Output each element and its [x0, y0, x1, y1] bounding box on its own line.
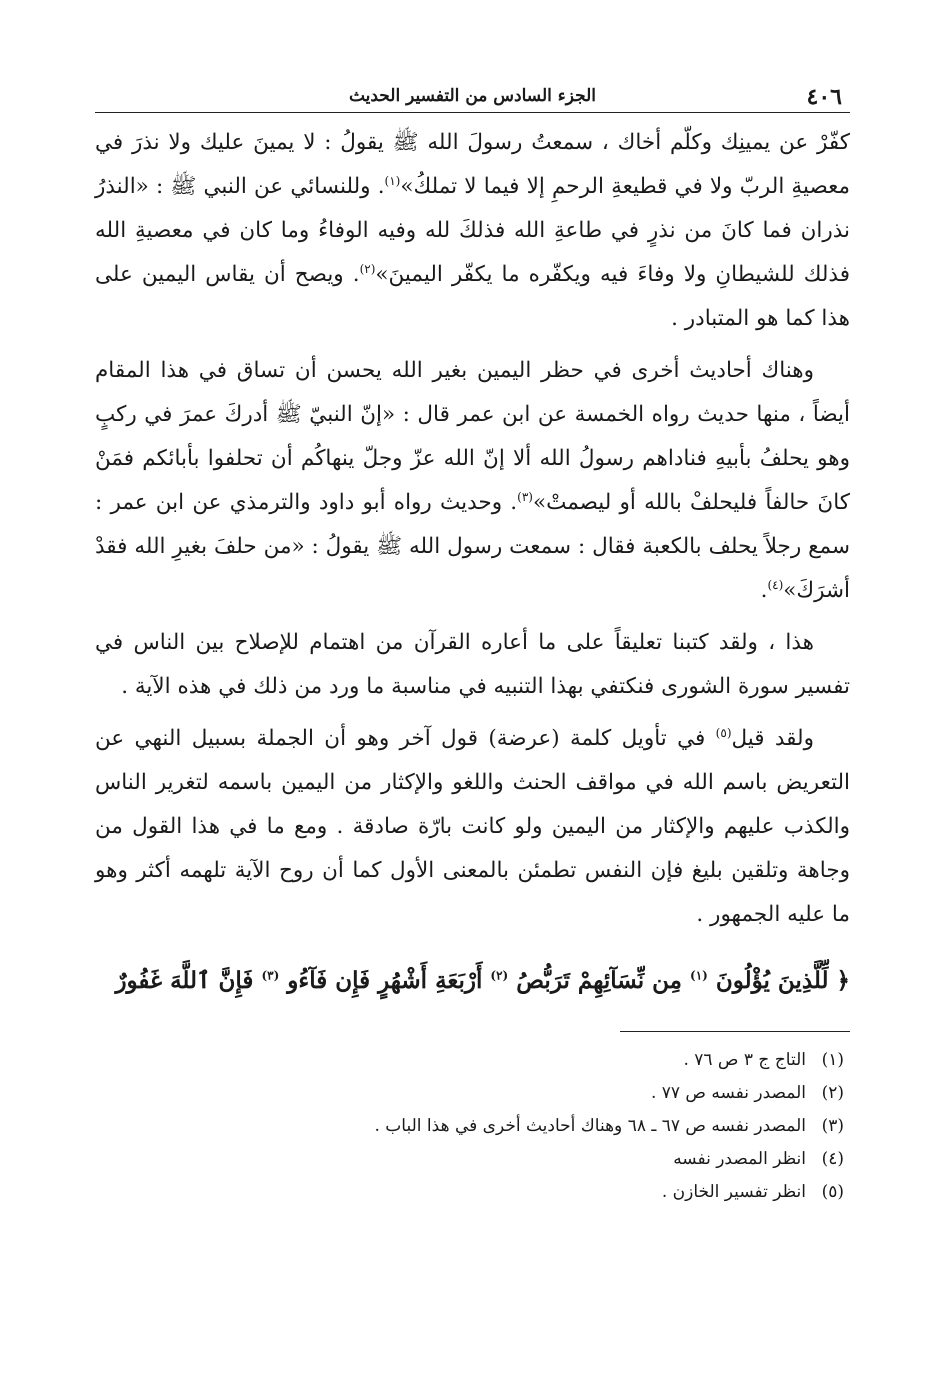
footnote-number: (٥): [821, 1182, 844, 1202]
footnote-text: التاج ج ٣ ص ٧٦ .: [683, 1050, 806, 1070]
text-run: أَرْبَعَةِ أَشْهُرٍ فَإِن فَآءُو: [279, 967, 491, 994]
footnote-ref: (١): [690, 968, 708, 983]
footnote-item: [95, 1176, 844, 1209]
footnote-item: [95, 1143, 844, 1176]
footnote-separator: [620, 1031, 850, 1032]
footnote-ref: (٣): [261, 968, 280, 983]
footnotes: [95, 1044, 844, 1209]
page-header: [95, 78, 850, 113]
footnote-ref: (٤): [767, 577, 784, 592]
footnote-ref: (١): [384, 173, 401, 188]
footnote-number: (٣): [821, 1116, 844, 1136]
footnote-ref: (٥): [715, 725, 732, 740]
page-number: ٤٠٦: [806, 84, 842, 110]
text-run: .: [760, 578, 768, 603]
footnote-number: (٢): [821, 1083, 844, 1103]
paragraph: [95, 349, 850, 613]
footnote-item: [95, 1110, 844, 1143]
text-run: . وحديث رواه أبو داود والترمذي عن ابن عمر : سمع رجلاً يحلف بالكعبة فقال : سمعت رسول الله ﷺ يقولُ : «من حلفَ بغيرِ الله فقدْ أشرَكَ»: [95, 490, 850, 603]
footnote-ref: (٣): [517, 489, 533, 504]
text-run: . وللنسائي عن النبي ﷺ : «النذرُ نذران فما كانَ من نذرٍ في طاعةِ الله فذلكَ لله وفيه الوفاءُ وما كان في معصيةِ الله فذلك للشيطانِ ولا وفاءَ فيه ويكفّره ما يكفّر اليمينَ»: [95, 174, 850, 287]
paragraph: [95, 621, 850, 709]
text-run: فَإِنَّ ٱللَّهَ غَفُورٌ: [115, 967, 262, 994]
footnote-text: انظر تفسير الخازن .: [661, 1182, 806, 1202]
book-page: [95, 78, 850, 1209]
text-run: ﴿ لِّلَّذِينَ يُؤْلُونَ: [707, 967, 850, 994]
footnote-ref: (٢): [359, 261, 376, 276]
running-title: الجزء السادس من التفسير الحديث: [348, 86, 597, 106]
text-run: في تأويل كلمة (عرضة) قول آخر وهو أن الجملة بسبيل النهي عن التعريض باسم الله في مواقف الحنث واللغو والإكثار من اليمين باسمه لتغرير الناس والكذب عليهم والإكثار من اليمين ولو كانت بارّة صادقة . ومع ما في هذا القول من وجاهة وتلقين بليغ فإن النفس تطمئن بالمعنى الأول كما أن روح الآية تلهمه أكثر وهو ما عليه الجمهور .: [95, 726, 850, 927]
paragraph: [95, 717, 850, 937]
paragraph: [95, 121, 850, 341]
footnote-text: المصدر نفسه ص ٧٧ .: [650, 1083, 806, 1103]
page-body: [95, 121, 850, 937]
footnote-ref: (٢): [490, 968, 509, 983]
footnote-number: (١): [821, 1050, 844, 1070]
footnote-item: [95, 1077, 844, 1110]
footnote-text: انظر المصدر نفسه: [673, 1149, 806, 1169]
footnote-number: (٤): [821, 1149, 844, 1169]
text-run: ولقد قيل: [731, 726, 814, 751]
text-run: وهناك أحاديث أخرى في حظر اليمين بغير الله يحسن أن تساق في هذا المقام أيضاً ، منها حديث رواه الخمسة عن ابن عمر قال : «إنّ النبيّ ﷺ أدركَ عمرَ في ركبٍ وهو يحلفُ بأبيهِ فناداهم رسولُ الله ألا إنّ الله عزّ وجلّ ينهاكُم أن تحلفوا بأبائكم فمَنْ كانَ حالفاً فليحلفْ بالله أو ليصمتْ»: [95, 358, 850, 515]
footnote-item: [95, 1044, 844, 1077]
text-run: . ويصح أن يقاس اليمين على هذا كما هو المتبادر .: [95, 262, 850, 331]
footnote-text: المصدر نفسه ص ٦٧ ـ ٦٨ وهناك أحاديث أخرى في هذا الباب .: [374, 1116, 806, 1136]
text-run: مِن نِّسَآئِهِمْ تَرَبُّصُ: [508, 967, 690, 994]
quran-verse: [95, 959, 850, 1003]
text-run: هذا ، ولقد كتبنا تعليقاً على ما أعاره القرآن من اهتمام للإصلاح بين الناس في تفسير سورة الشورى فنكتفي بهذا التنبيه في مناسبة ما ورد من ذلك في هذه الآية .: [95, 630, 850, 699]
text-run: كفّرْ عن يمينِك وكلّم أخاك ، سمعتُ رسولَ الله ﷺ يقولُ : لا يمينَ عليك ولا نذرَ في معصيةِ الربّ ولا في قطيعةِ الرحمِ إلا فيما لا تملكُ»: [95, 130, 850, 199]
